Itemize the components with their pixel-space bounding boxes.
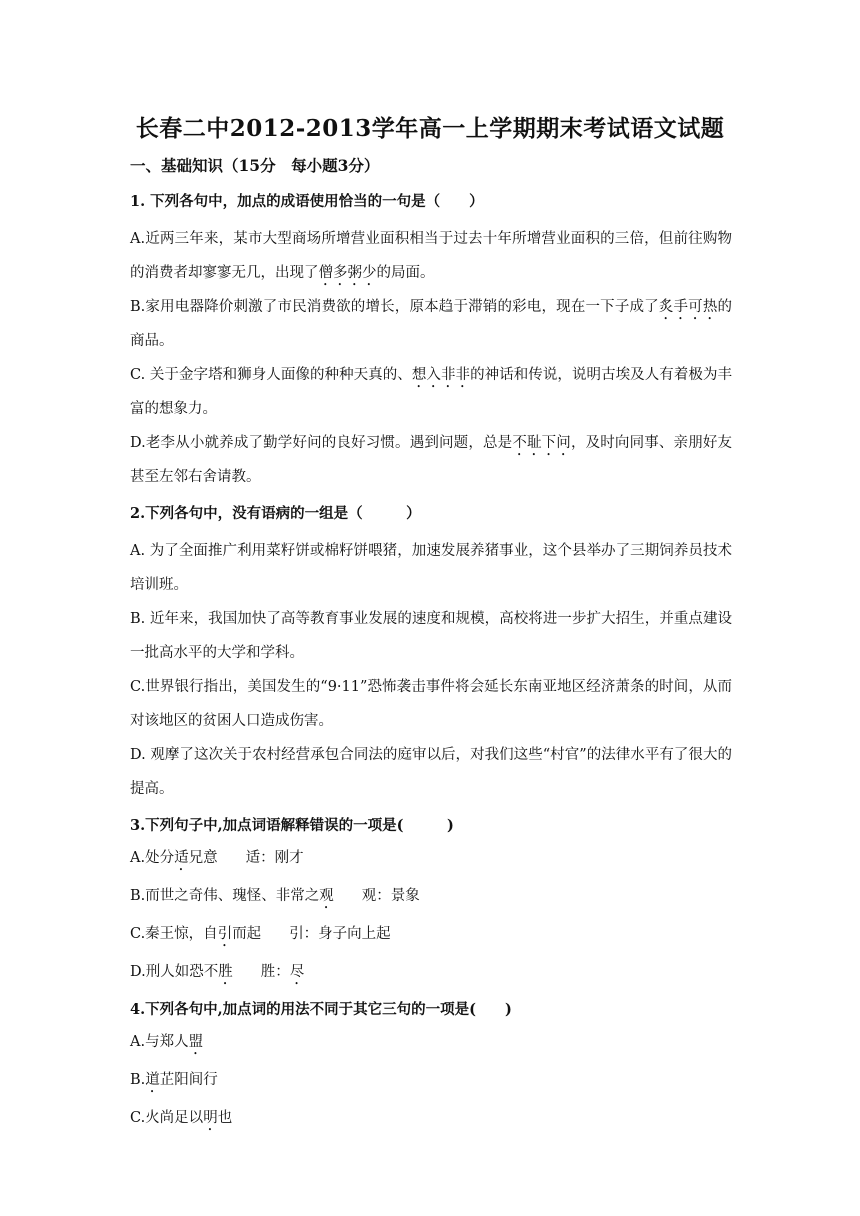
dotted-idiom: 僧多粥少 [318,265,377,281]
option-text: 也 [217,1110,233,1126]
option-text: ，及时向同事、亲朋好友甚至左邻右舍请教。 [130,435,733,485]
option-text: 芷阳间行 [159,1072,218,1088]
question-3 [130,814,732,988]
question-1 [130,190,732,494]
question-1-option-d [130,426,732,494]
question-3-option-d [130,960,732,988]
question-4-option-a [130,1030,732,1058]
option-text: B.家用电器降价刺激了市民消费欲的增长，原本趋于滞销的彩电，现在一下子成了 [130,299,659,315]
dotted-word: 盟 [188,1034,204,1050]
option-text: C. 关于金字塔和狮身人面像的种种天真的、 [130,367,412,383]
question-3-option-b [130,884,732,912]
option-note: 适：刚才 [245,850,304,866]
question-1-option-a [130,222,732,290]
question-2-option-c: C.世界银行指出，美国发生的“9·11”恐怖袭击事件将会延长东南亚地区经济萧条的时间，从而对该地区的贫困人口造成伤害。 [130,679,732,729]
question-2-option-a: A. 为了全面推广利用菜籽饼或棉籽饼喂猪，加速发展养猪事业，这个县举办了三期饲养员技术培训班。 [130,543,732,593]
question-1-option-b [130,290,732,358]
option-text: A.近两三年来，某市大型商场所增营业面积相当于过去十年所增营业面积的三倍，但前往购物的消费者却寥寥无几，出现了 [130,231,732,281]
option-note: 引：身子向上起 [289,926,391,942]
option-text: B.而世之奇伟、瑰怪、非常之 [130,888,320,904]
question-2-stem: 2.下列各句中，没有语病的一组是（ ） [130,505,421,522]
option-text: D.刑人如恐不 [130,964,219,980]
question-1-option-c [130,358,732,426]
question-4 [130,998,732,1134]
question-1-stem: 1. 下列各句中，加点的成语使用恰当的一句是（ ） [130,193,484,210]
dotted-word: 道 [145,1072,160,1088]
option-text: B. [130,1072,146,1088]
option-text: C.秦王惊，自 [130,926,218,942]
option-note: 胜 [260,964,276,980]
option-text: 而起 [232,926,262,942]
question-4-option-c [130,1106,732,1134]
question-3-option-a [130,846,732,874]
option-note: 观：景象 [361,888,420,904]
dotted-word: 引 [217,926,233,942]
question-2 [130,502,732,806]
question-4-stem: 4.下列各句中,加点词的用法不同于其它三句的一项是( ) [130,1001,512,1018]
question-2-option-b: B. 近年来，我国加快了高等教育事业发展的速度和规模，高校将进一步扩大招生，并重点建设一批高水平的大学和学科。 [130,611,732,661]
option-text: 的局面。 [376,265,435,281]
question-2-option-d: D. 观摩了这次关于农村经营承包合同法的庭审以后，对我们这些“村官”的法律水平有了很大的提高。 [130,747,732,797]
option-text: A.处分 [130,850,175,866]
dotted-word: 观 [319,888,334,904]
dotted-idiom: 想入非非 [411,367,471,383]
option-text: C.火尚足以 [130,1110,204,1126]
dotted-idiom: 不耻下问 [512,435,571,451]
dotted-word: 适 [174,850,189,866]
dotted-idiom: 炙手可热 [658,299,718,315]
option-note: ：尽 [275,964,305,980]
option-text: D.老李从小就养成了勤学好问的良好习惯。遇到问题，总是 [130,435,513,451]
option-text: 兄意 [188,850,218,866]
question-4-option-b [130,1068,732,1096]
option-text: 的商品。 [130,299,733,349]
page-title: 长春二中2012-2013学年高一上学期期末考试语文试题 [135,115,725,142]
question-3-option-c [130,922,732,950]
option-text: A.与郑人 [130,1034,189,1050]
section-heading: 一、基础知识（15分 每小题3分） [130,156,380,175]
document-body [130,154,732,1144]
question-3-stem: 3.下列句子中,加点词语解释错误的一项是( ) [130,817,454,834]
dotted-word: 胜 [218,964,233,980]
option-text: 的神话和传说，说明古埃及人有着极为丰富的想象力。 [130,367,733,417]
dotted-word: 明 [203,1110,218,1126]
